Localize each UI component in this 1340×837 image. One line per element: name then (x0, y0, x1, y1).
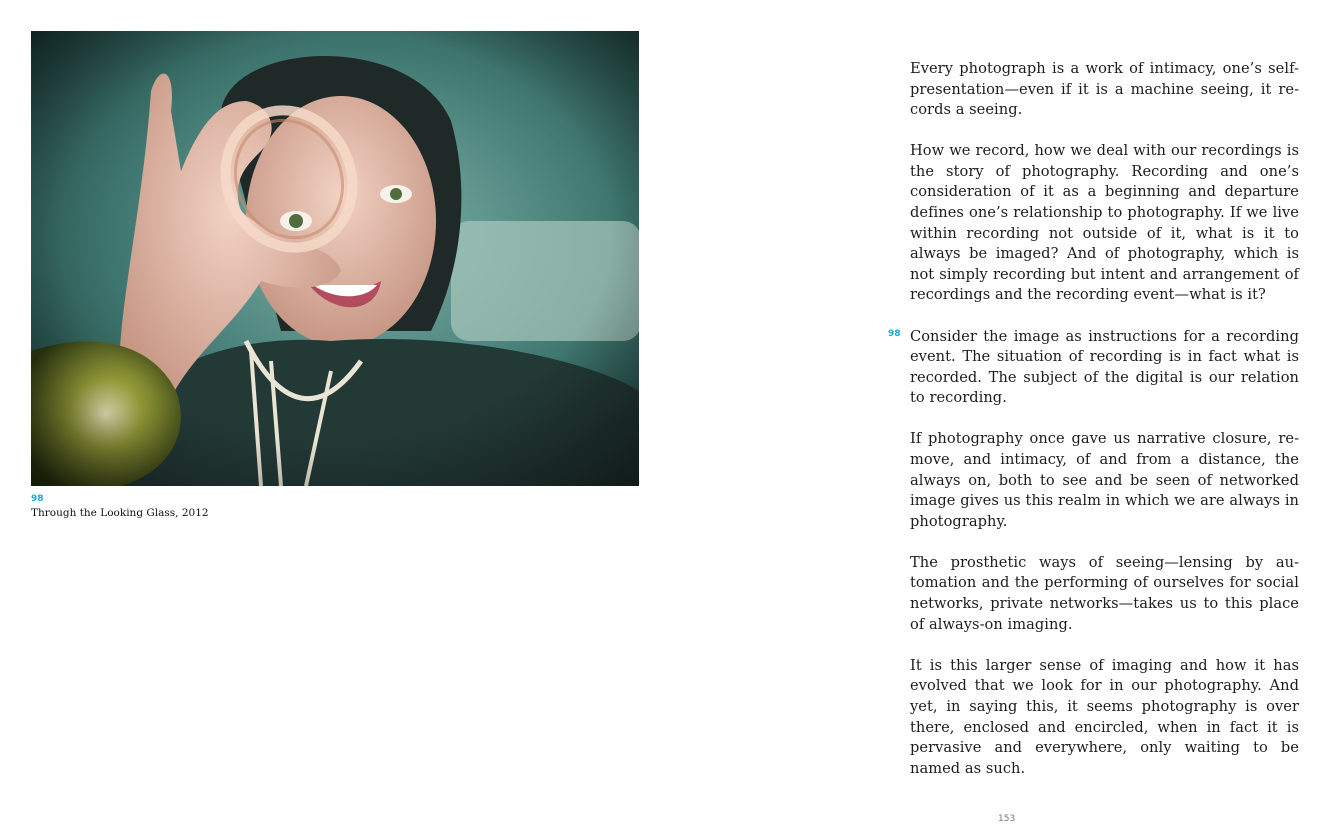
paragraph-5: The prosthetic ways of seeing—lensing by automation and the performing of ourselves for social networks, private networks—takes us to this place of always-on imaging. (910, 553, 1299, 633)
figure-caption: Through the Looking Glass, 2012 (31, 507, 209, 519)
body-text-column (888, 59, 1299, 800)
page-number: 153 (998, 814, 1016, 824)
paragraph-3-block (888, 327, 1299, 409)
paragraph-2: How we record, how we deal with our recordings is the story of photography. Recording and one’s consideration of it as a beginning and departure defines one’s relationship to photography. If we live within recording not outside of it, what is it to always be imaged? And of photography, which is not simply recording but intent and arrangement of recordings and the recording event—what is it? (910, 142, 1299, 304)
paragraph-1: Every photograph is a work of intimacy, one’s self-presentation—even if it is a machine seeing, it records a seeing. (910, 60, 1299, 119)
photograph (31, 31, 639, 486)
photo-illustration (31, 31, 639, 486)
paragraph-4: If photography once gave us narrative closure, remove, and intimacy, of and from a distance, the always on, both to see and be seen of networked image gives us this realm in which we are always in photography. (910, 430, 1299, 530)
margin-figure-reference[interactable]: 98 (888, 328, 901, 339)
paragraph-3: Consider the image as instructions for a recording event. The situation of recording is in fact what is recorded. The subject of the digital is our relation to recording. (910, 327, 1299, 407)
figure-number: 98 (31, 494, 44, 504)
paragraph-6: It is this larger sense of imaging and how it has evolved that we look for in our photography. And yet, in saying this, it seems photography is over there, enclosed and encircled, when in fact it is pervasive and everywhere, only waiting to be named as such. (910, 656, 1299, 777)
